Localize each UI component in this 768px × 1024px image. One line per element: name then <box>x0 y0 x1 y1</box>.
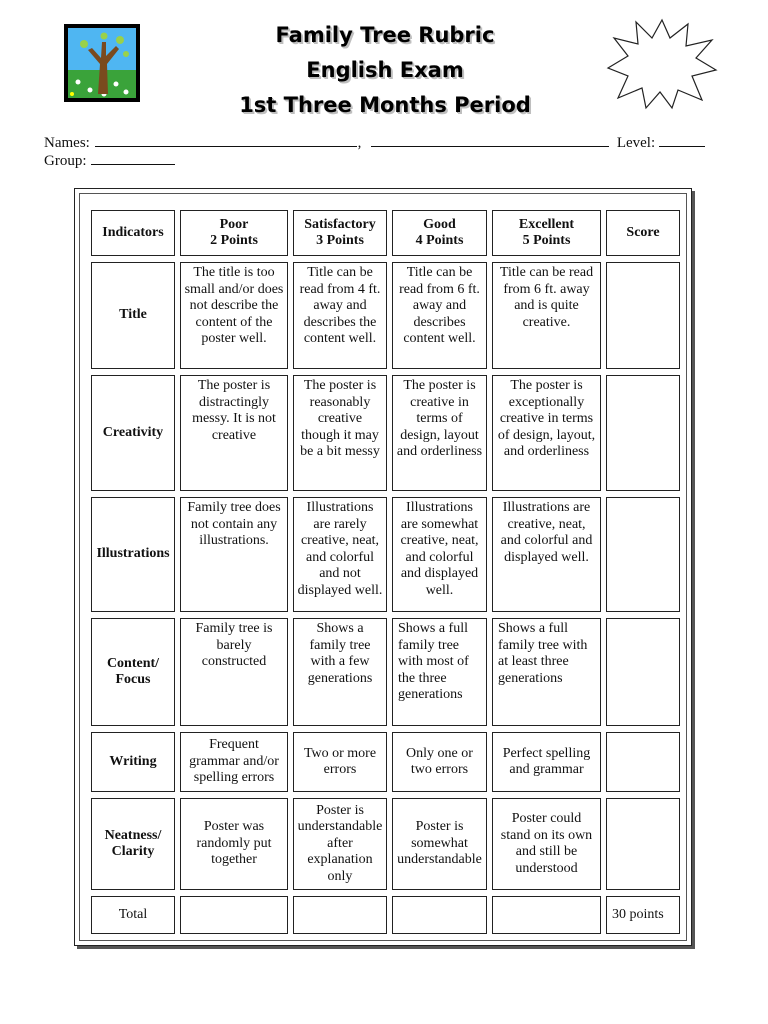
title-line-2: English Exam <box>306 58 464 82</box>
cell-satisfactory: Shows a family tree with a few generations <box>293 618 387 726</box>
cell-excellent: Poster could stand on its own and still be understood <box>492 798 601 890</box>
indicator-title: Title <box>91 262 175 369</box>
tree-icon <box>64 24 140 102</box>
title-line-1: Family Tree Rubric <box>275 23 495 47</box>
indicator-creativity: Creativity <box>91 375 175 491</box>
group-label: Group: <box>44 153 87 169</box>
total-cell-satisfactory[interactable] <box>293 896 387 934</box>
title-line-3: 1st Three Months Period <box>239 93 531 117</box>
indicator-writing: Writing <box>91 732 175 792</box>
total-label: Total <box>91 896 175 934</box>
cell-poor: Frequent grammar and/or spelling errors <box>180 732 288 792</box>
name-blank-2[interactable] <box>371 134 609 147</box>
indicator-illustrations: Illustrations <box>91 497 175 612</box>
cell-good: Shows a full family tree with most of the three generations <box>392 618 487 726</box>
total-cell-good[interactable] <box>392 896 487 934</box>
cell-poor: Family tree does not contain any illustrations. <box>180 497 288 612</box>
name-blank-1[interactable] <box>95 134 357 147</box>
group-row <box>44 152 724 170</box>
cell-satisfactory: Two or more errors <box>293 732 387 792</box>
cell-poor: The title is too small and/or does not describe the content of the poster well. <box>180 262 288 369</box>
score-cell[interactable] <box>606 497 680 612</box>
group-blank[interactable] <box>91 152 175 165</box>
names-label: Names: <box>44 135 90 151</box>
header-good: Good 4 Points <box>392 210 487 256</box>
cell-good: Poster is somewhat understandable <box>392 798 487 890</box>
cell-satisfactory: Illustrations are rarely creative, neat, and colorful and not displayed well. <box>293 497 387 612</box>
table-row <box>91 497 680 612</box>
table-row <box>91 375 680 491</box>
header-satisfactory: Satisfactory 3 Points <box>293 210 387 256</box>
score-cell[interactable] <box>606 732 680 792</box>
header-indicators: Indicators <box>91 210 175 256</box>
table-row <box>91 798 680 890</box>
header-poor: Poor 2 Points <box>180 210 288 256</box>
cell-satisfactory: The poster is reasonably creative though it may be a bit messy <box>293 375 387 491</box>
cell-excellent: Shows a full family tree with at least three generations <box>492 618 601 726</box>
cell-excellent: Perfect spelling and grammar <box>492 732 601 792</box>
score-cell[interactable] <box>606 375 680 491</box>
score-cell[interactable] <box>606 618 680 726</box>
cell-poor: The poster is distractingly messy. It is not creative <box>180 375 288 491</box>
cell-good: Illustrations are somewhat creative, neat, and colorful and displayed well. <box>392 497 487 612</box>
cell-poor: Poster was randomly put together <box>180 798 288 890</box>
level-label: Level: <box>616 135 656 151</box>
indicator-content-focus: Content/ Focus <box>91 618 175 726</box>
header-row <box>91 210 680 256</box>
cell-poor: Family tree is barely constructed <box>180 618 288 726</box>
total-cell-poor[interactable] <box>180 896 288 934</box>
cell-good: Only one or two errors <box>392 732 487 792</box>
cell-excellent: Title can be read from 6 ft. away and is quite creative. <box>492 262 601 369</box>
cell-good: The poster is creative in terms of design, layout and orderliness <box>392 375 487 491</box>
score-cell[interactable] <box>606 798 680 890</box>
table-row <box>91 618 680 726</box>
score-cell[interactable] <box>606 262 680 369</box>
total-cell-excellent[interactable] <box>492 896 601 934</box>
document-title <box>170 18 600 123</box>
header-excellent: Excellent 5 Points <box>492 210 601 256</box>
cell-satisfactory: Poster is understandable after explanation only <box>293 798 387 890</box>
level-blank[interactable] <box>659 134 705 147</box>
rubric-table <box>86 204 685 940</box>
total-row <box>91 896 680 934</box>
cell-satisfactory: Title can be read from 4 ft. away and describes the content well. <box>293 262 387 369</box>
table-row <box>91 262 680 369</box>
total-score: 30 points <box>606 896 680 934</box>
table-row <box>91 732 680 792</box>
cell-excellent: Illustrations are creative, neat, and colorful and displayed well. <box>492 497 601 612</box>
indicator-neatness-clarity: Neatness/ Clarity <box>91 798 175 890</box>
names-row <box>44 134 724 152</box>
names-separator: , <box>357 135 362 151</box>
starburst-icon <box>606 16 718 110</box>
cell-good: Title can be read from 6 ft. away and describes content well. <box>392 262 487 369</box>
cell-excellent: The poster is exceptionally creative in terms of design, layout, and orderliness <box>492 375 601 491</box>
header-score: Score <box>606 210 680 256</box>
